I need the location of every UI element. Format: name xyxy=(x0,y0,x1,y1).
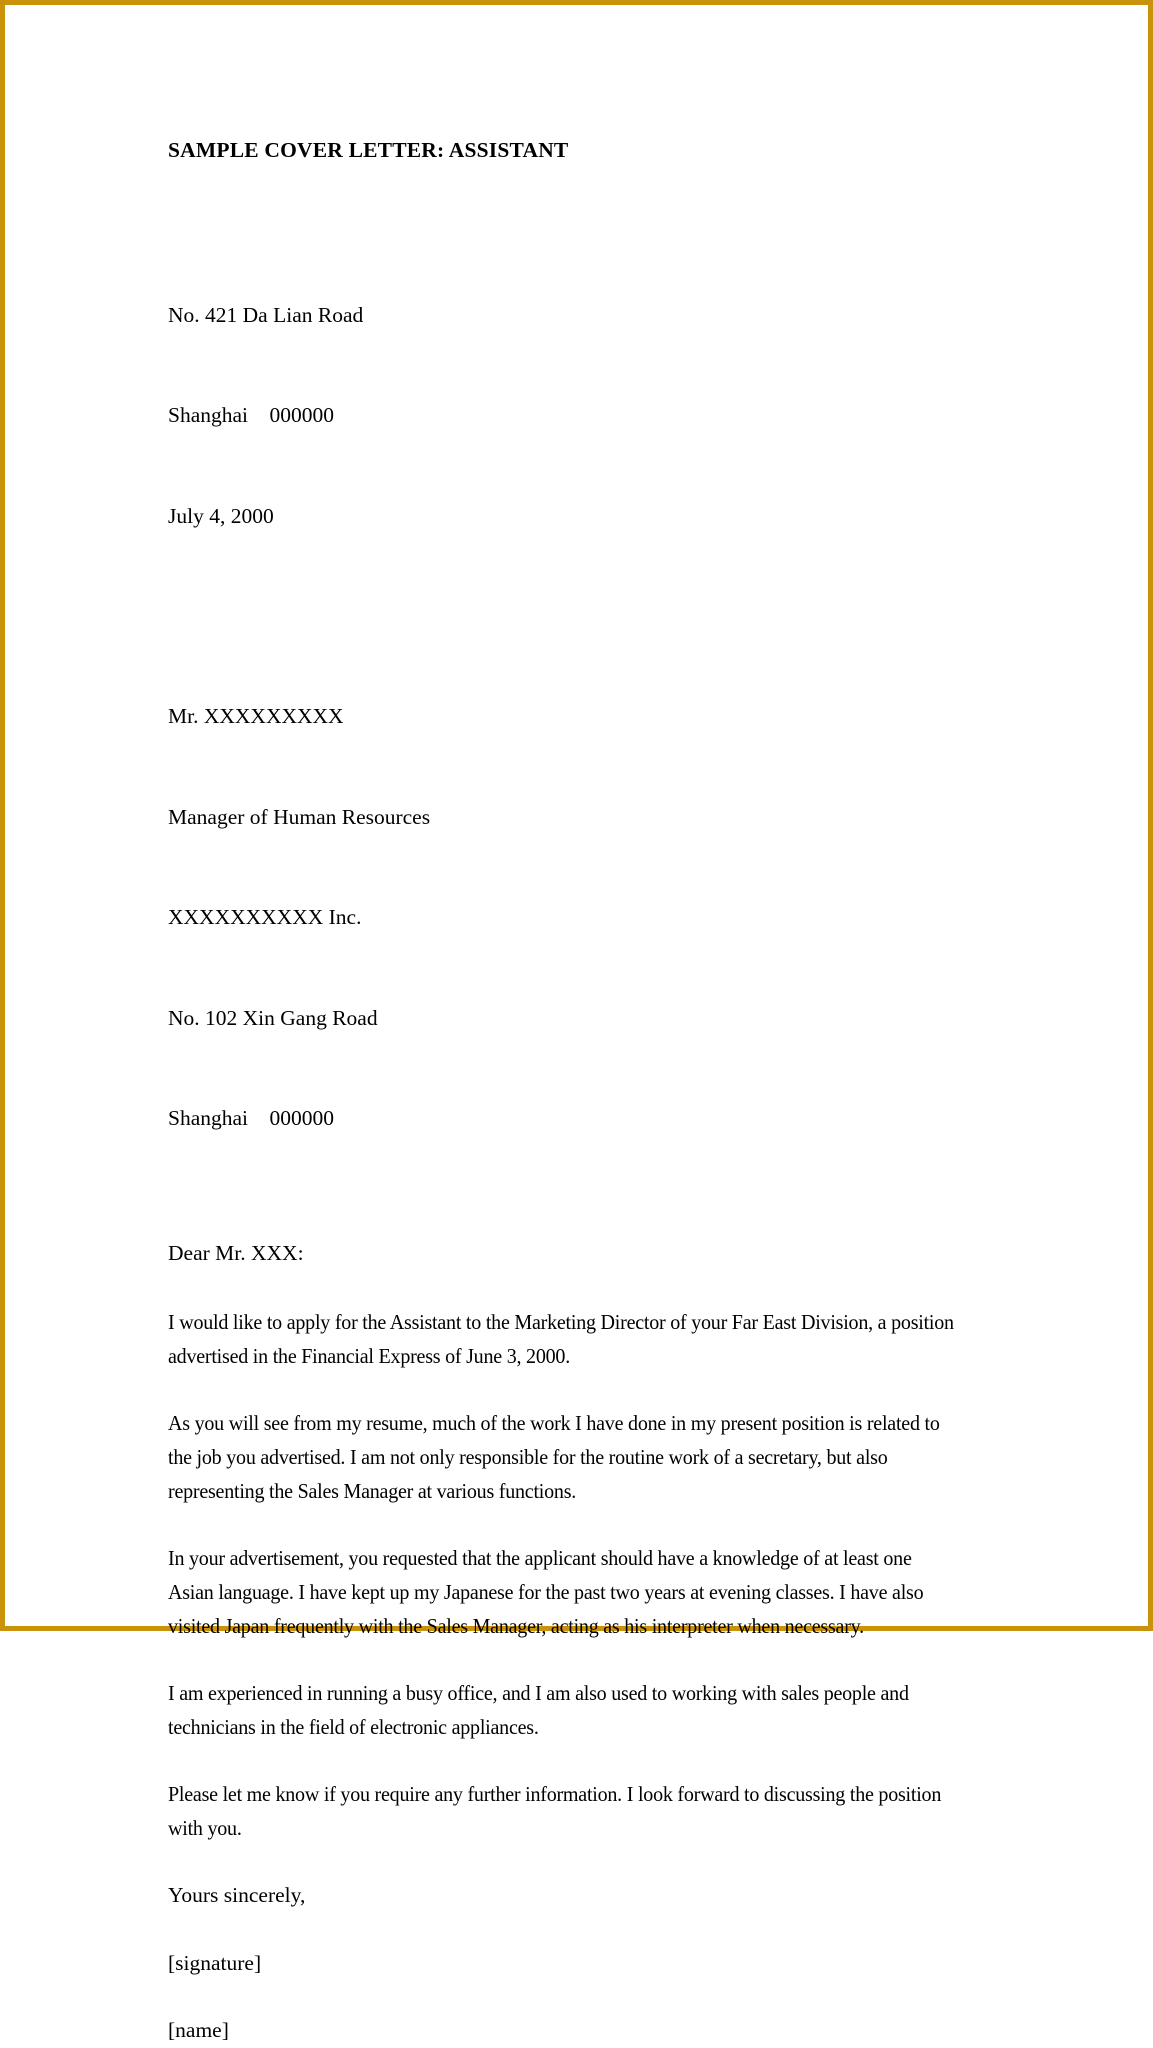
cover-letter-body xyxy=(168,138,958,2048)
sender-date-line: July 4, 2000 xyxy=(168,503,274,528)
recipient-company: XXXXXXXXXX Inc. xyxy=(168,905,362,930)
body-paragraph-3: In your advertisement, you requested that the applicant should have a knowledge of at least one Asian language. I have kept up my Japanese for the past two years at evening classes. I have also visited Japan frequently with the Sales Manager, acting as his interpreter when necessary. xyxy=(168,1546,924,1639)
spacer xyxy=(168,600,958,633)
name-placeholder: [name] xyxy=(168,2018,229,2043)
spacer xyxy=(168,1270,958,1305)
sender-address-line-2: Shanghai 000000 xyxy=(168,403,335,428)
recipient-name: Mr. XXXXXXXXX xyxy=(168,704,344,729)
body-paragraph-4: I am experienced in running a busy office, and I am also used to working with sales people and technicians in the field of electronic appliances. xyxy=(168,1681,909,1740)
recipient-city: Shanghai 000000 xyxy=(168,1106,335,1131)
body-paragraph-5: Please let me know if you require any further information. I look forward to discussing the position with you. xyxy=(168,1782,942,1841)
recipient-address-block xyxy=(168,633,958,1203)
recipient-street: No. 102 Xin Gang Road xyxy=(168,1005,378,1030)
spacer xyxy=(168,1744,958,1777)
sender-address-line-1: No. 421 Da Lian Road xyxy=(168,302,364,327)
spacer xyxy=(168,1643,958,1676)
salutation: Dear Mr. XXX: xyxy=(168,1240,304,1265)
spacer xyxy=(168,1913,958,1947)
body-paragraph-2: As you will see from my resume, much of the work I have done in my present position is related to the job you advertised. I am not only responsible for the routine work of a secretary, but also representing the Sales Manager at various functions. xyxy=(168,1411,940,1504)
spacer xyxy=(168,1203,958,1237)
signature-placeholder: [signature] xyxy=(168,1950,262,1975)
page-title: SAMPLE COVER LETTER: ASSISTANT xyxy=(168,138,569,162)
recipient-title: Manager of Human Resources xyxy=(168,804,431,829)
body-paragraph-1: I would like to apply for the Assistant to the Marketing Director of your Far East Division, a position advertised in the Financial Express of June 3, 2000. xyxy=(168,1310,954,1369)
spacer xyxy=(168,1508,958,1541)
page-sheet xyxy=(5,5,1148,2043)
sender-address-block xyxy=(168,232,958,601)
spacer xyxy=(168,164,958,232)
closing-salutation: Yours sincerely, xyxy=(168,1883,306,1908)
spacer xyxy=(168,1373,958,1406)
spacer xyxy=(168,1845,958,1879)
spacer xyxy=(168,1980,958,2014)
